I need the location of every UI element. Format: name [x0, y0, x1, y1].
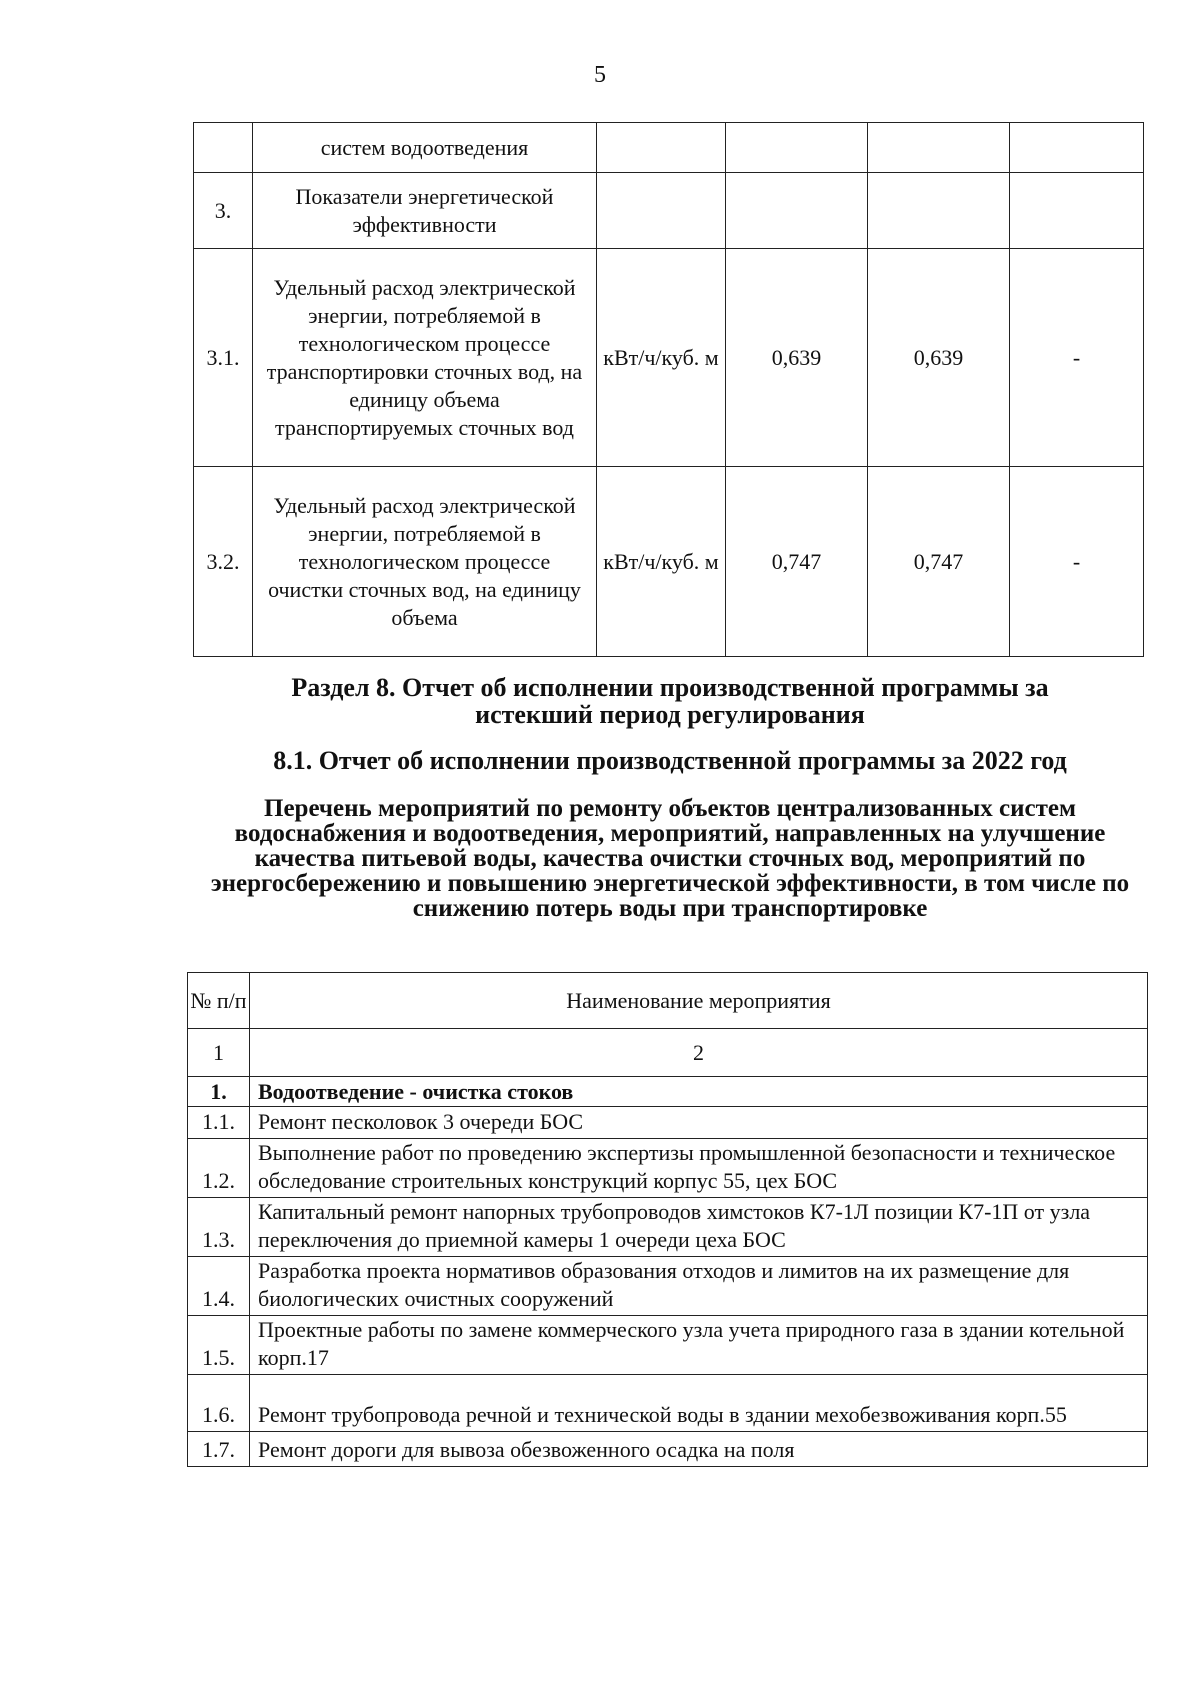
measures-table: [187, 972, 1148, 1467]
table-row: [188, 1139, 1148, 1198]
column-index: 1: [188, 1029, 250, 1077]
table-header-row: [188, 973, 1148, 1029]
list-title: Перечень мероприятий по ремонту объектов централизованных систем водоснабжения и водоотведения, мероприятий, направленных на улучшение качества питьевой воды, качества очистки сточных вод, мероприятий по энергосбережению и повышению энергетической эффективности, в том числе по снижению потерь воды при транспортировке: [210, 795, 1130, 922]
unit: [597, 173, 726, 249]
unit: кВт/ч/куб. м: [597, 467, 726, 657]
table-row: [194, 123, 1144, 173]
value: [1010, 123, 1144, 173]
measure-name: Выполнение работ по проведению экспертизы промышленной безопасности и техническое обследование строительных конструкций корпус 55, цех БОС: [250, 1139, 1148, 1198]
value: [868, 173, 1010, 249]
value: 0,639: [726, 249, 868, 467]
row-number: 1.4.: [188, 1257, 250, 1316]
row-number: 3.1.: [194, 249, 253, 467]
value: -: [1010, 467, 1144, 657]
measure-name: Проектные работы по замене коммерческого узла учета природного газа в здании котельной корп.17: [250, 1316, 1148, 1375]
table-index-row: [188, 1029, 1148, 1077]
measure-name: Ремонт дороги для вывоза обезвоженного осадка на поля: [250, 1432, 1148, 1467]
measure-name: Капитальный ремонт напорных трубопроводов химстоков К7-1Л позиции К7-1П от узла переключения до приемной камеры 1 очереди цеха БОС: [250, 1198, 1148, 1257]
group-name: Водоотведение - очистка стоков: [250, 1077, 1148, 1107]
subsection-title: 8.1. Отчет об исполнении производственной программы за 2022 год: [273, 746, 1067, 775]
table-row: [188, 1198, 1148, 1257]
indicator-name: Удельный расход электрической энергии, потребляемой в технологическом процессе транспортировки сточных вод, на единицу объема транспортируемых сточных вод: [253, 249, 597, 467]
table-row: [194, 467, 1144, 657]
row-number: 3.: [194, 173, 253, 249]
value: [726, 123, 868, 173]
row-number: 3.2.: [194, 467, 253, 657]
value: [868, 123, 1010, 173]
indicator-name: Удельный расход электрической энергии, потребляемой в технологическом процессе очистки сточных вод, на единицу объема: [253, 467, 597, 657]
row-number: 1.1.: [188, 1107, 250, 1139]
table-row: [188, 1375, 1148, 1432]
value: [1010, 173, 1144, 249]
row-number: 1.7.: [188, 1432, 250, 1467]
value: 0,639: [868, 249, 1010, 467]
row-number: 1.2.: [188, 1139, 250, 1198]
measure-name: Ремонт песколовок 3 очереди БОС: [250, 1107, 1148, 1139]
section-title: Раздел 8. Отчет об исполнении производственной программы за истекший период регулирования: [291, 673, 1049, 729]
unit: [597, 123, 726, 173]
table-row: [188, 1107, 1148, 1139]
value: 0,747: [868, 467, 1010, 657]
table-row: [194, 173, 1144, 249]
measure-name: Разработка проекта нормативов образования отходов и лимитов на их размещение для биологических очистных сооружений: [250, 1257, 1148, 1316]
table-row: [188, 1316, 1148, 1375]
row-number: 1.6.: [188, 1375, 250, 1432]
value: [726, 173, 868, 249]
row-number: [194, 123, 253, 173]
indicator-name: Показатели энергетической эффективности: [253, 173, 597, 249]
indicators-table: [193, 122, 1144, 657]
group-row: [188, 1077, 1148, 1107]
indicator-name: систем водоотведения: [253, 123, 597, 173]
measure-name: Ремонт трубопровода речной и технической воды в здании мехобезвоживания корп.55: [250, 1375, 1148, 1432]
row-number: 1.5.: [188, 1316, 250, 1375]
row-number: 1.3.: [188, 1198, 250, 1257]
table-row: [188, 1432, 1148, 1467]
unit: кВт/ч/куб. м: [597, 249, 726, 467]
column-index: 2: [250, 1029, 1148, 1077]
value: -: [1010, 249, 1144, 467]
column-header-name: Наименование мероприятия: [250, 973, 1148, 1029]
table-row: [194, 249, 1144, 467]
value: 0,747: [726, 467, 868, 657]
table-row: [188, 1257, 1148, 1316]
group-number: 1.: [188, 1077, 250, 1107]
column-header-number: № п/п: [188, 973, 250, 1029]
page-number: 5: [594, 62, 606, 88]
